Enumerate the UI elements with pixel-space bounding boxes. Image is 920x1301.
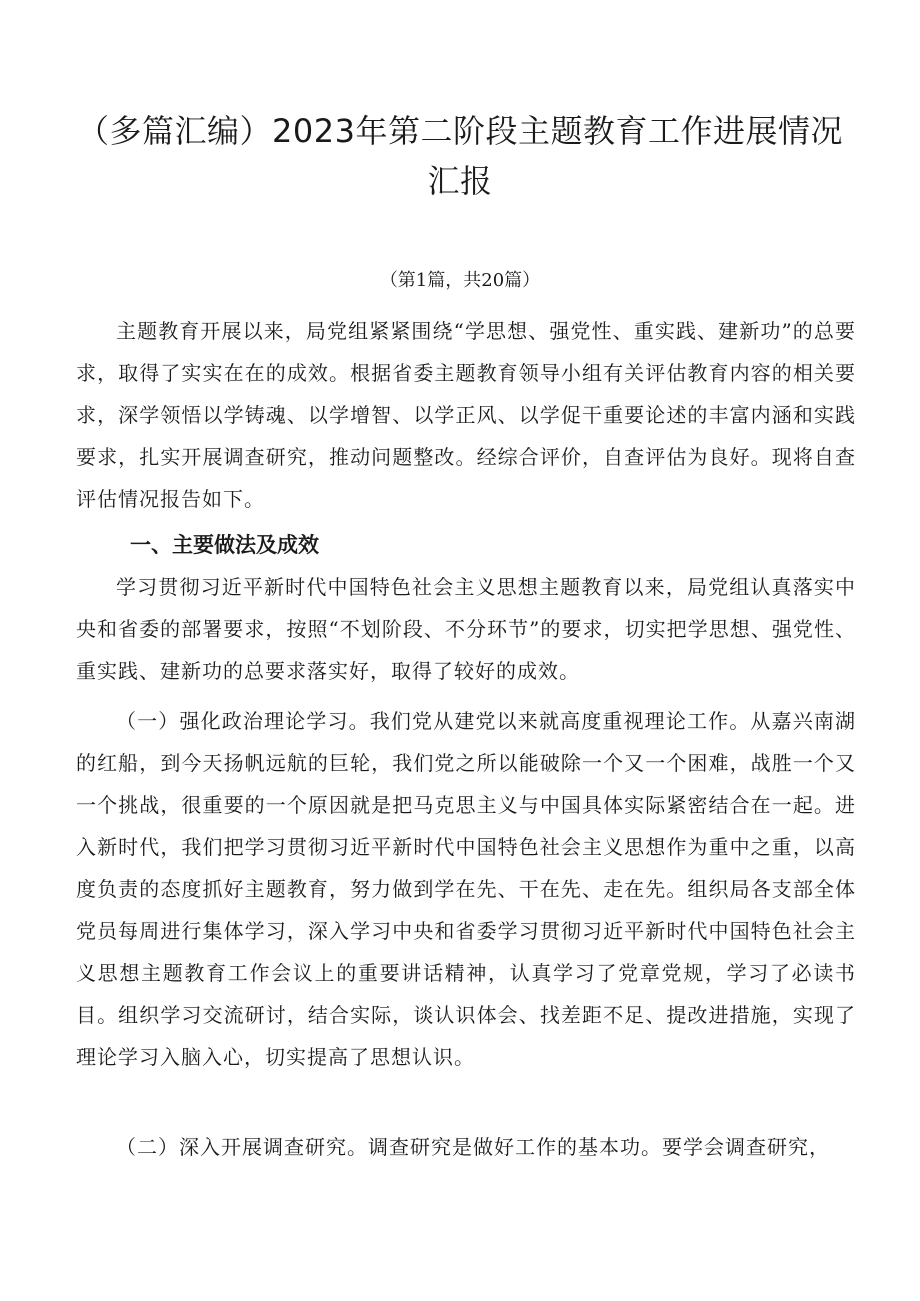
body-paragraph: 学习贯彻习近平新时代中国特色社会主义思想主题教育以来，局党组认真落实中央和省委的部署要求，按照“不划阶段、不分环节”的要求，切实把学思想、强党性、重实践、建新功的总要求落实好，取得了较好的成效。 [76, 575, 856, 683]
intro-paragraph: 主题教育开展以来，局党组紧紧围绕“学思想、强党性、重实践、建新功”的总要求，取得了实实在在的成效。根据省委主题教育领导小组有关评估教育内容的相关要求，深学领悟以学铸魂、以学增智、以学正风、以学促干重要论述的丰富内涵和实践要求，扎实开展调查研究，推动问题整改。经综合评价，自查评估为良好。现将自查评估情况报告如下。 [76, 319, 856, 511]
body-paragraph: （二）深入开展调查研究。调查研究是做好工作的基本功。要学会调查研究， [116, 1135, 830, 1159]
section-heading: 一、主要做法及成效 [130, 533, 319, 557]
title-line-1: （多篇汇编）2023年第二阶段主题教育工作进展情况 [77, 112, 843, 150]
part-label: （第1篇，共20篇） [379, 270, 541, 291]
title-line-2: 汇报 [427, 162, 493, 200]
body-paragraph: （一）强化政治理论学习。我们党从建党以来就高度重视理论工作。从嘉兴南湖的红船，到今天扬帆远航的巨轮，我们党之所以能破除一个又一个困难，战胜一个又一个挑战，很重要的一个原因就是把马克思主义与中国具体实际紧密结合在一起。进入新时代，我们把学习贯彻习近平新时代中国特色社会主义思想作为重中之重，以高度负责的态度抓好主题教育，努力做到学在先、干在先、走在先。组织局各支部全体党员每周进行集体学习，深入学习中央和省委学习贯彻习近平新时代中国特色社会主义思想主题教育工作会议上的重要讲话精神，认真学习了党章党规，学习了必读书目。组织学习交流研讨，结合实际，谈认识体会、找差距不足、提改进措施，实现了理论学习入脑入心，切实提高了思想认识。 [76, 709, 856, 1069]
document-title [60, 106, 860, 206]
